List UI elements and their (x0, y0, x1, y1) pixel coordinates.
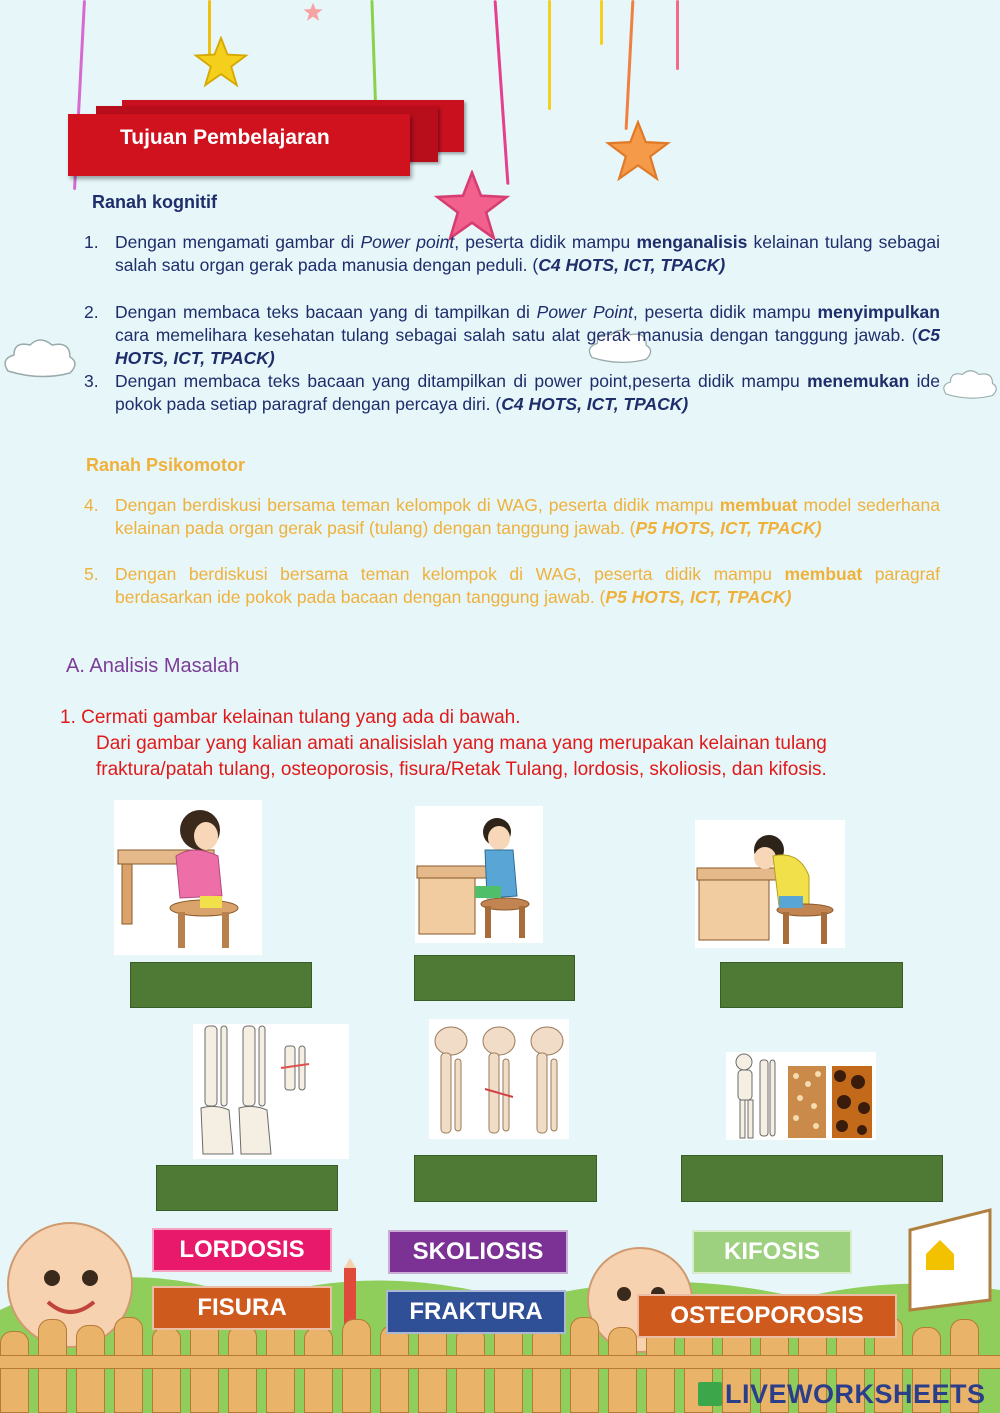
answer-label-fraktura[interactable]: FRAKTURA (386, 1290, 566, 1334)
question-line: Dari gambar yang kalian amati analisislah yang mana yang merupakan kelainan tulang (96, 733, 827, 754)
child-posture-image (114, 800, 262, 955)
answer-label-lordosis[interactable]: LORDOSIS (152, 1228, 332, 1272)
liveworksheets-logo: LIVEWORKSHEETS (698, 1378, 986, 1410)
objective-item: 5. Dengan berdiskusi bersama teman kelompok di WAG, peserta didik mampu membuat paragraf berdasarkan ide pokok pada bacaan dengan tanggung jawab. (P5 HOTS, ICT, TPACK) (84, 564, 940, 607)
leg-bone-image (429, 1019, 569, 1139)
question-line: 1. Cermati gambar kelainan tulang yang ada di bawah. (60, 707, 521, 728)
leg-bone-image (193, 1024, 349, 1159)
answer-drop-zone[interactable] (414, 955, 575, 1001)
child-posture-image (695, 820, 845, 948)
star-icon (302, 2, 324, 22)
page-title: Tujuan Pembelajaran (68, 114, 410, 176)
star-icon (192, 36, 250, 88)
answer-label-kifosis[interactable]: KIFOSIS (692, 1230, 852, 1274)
objective-item: 4. Dengan berdiskusi bersama teman kelompok di WAG, peserta didik mampu membuat model sederhana kelainan pada organ gerak pasif (tulang) dengan tanggung jawab. (P5 HOTS, ICT, TPACK) (84, 495, 940, 538)
answer-drop-zone[interactable] (130, 962, 312, 1008)
cloud-icon (0, 335, 80, 383)
answer-drop-zone[interactable] (720, 962, 903, 1008)
objective-item: 3. Dengan membaca teks bacaan yang ditampilkan di power point,peserta didik mampu menemukan ide pokok pada setiap paragraf dengan percaya diri. (C4 HOTS, ICT, TPACK) (84, 371, 941, 414)
answer-label-skoliosis[interactable]: SKOLIOSIS (388, 1230, 568, 1274)
star-icon (604, 120, 672, 182)
cloud-icon (940, 365, 1000, 405)
child-posture-image (415, 806, 543, 943)
answer-label-osteoporosis[interactable]: OSTEOPOROSIS (637, 1294, 897, 1338)
answer-label-fisura[interactable]: FISURA (152, 1286, 332, 1330)
bone-density-image (726, 1052, 876, 1140)
objective-item: 2. Dengan membaca teks bacaan yang di tampilkan di Power Point, peserta didik mampu menyimpulkan cara memelihara kesehatan tulang sebagai salah satu alat gerak manusia dengan tanggung jawab. (C5 HOTS, ICT, TPACK) (84, 302, 940, 368)
question-line: fraktura/patah tulang, osteoporosis, fisura/Retak Tulang, lordosis, skoliosis, dan kifosis. (96, 759, 827, 780)
logo-badge-icon (698, 1382, 722, 1406)
psikomotor-heading: Ranah Psikomotor (86, 455, 246, 475)
objective-item: 1. Dengan mengamati gambar di Power point, peserta didik mampu menganalisis kelainan tulang sebagai salah satu organ gerak pada manusia dengan peduli. (C4 HOTS, ICT, TPACK) (84, 232, 940, 275)
section-heading: A. Analisis Masalah (66, 655, 240, 677)
kognitif-heading: Ranah kognitif (92, 192, 217, 212)
